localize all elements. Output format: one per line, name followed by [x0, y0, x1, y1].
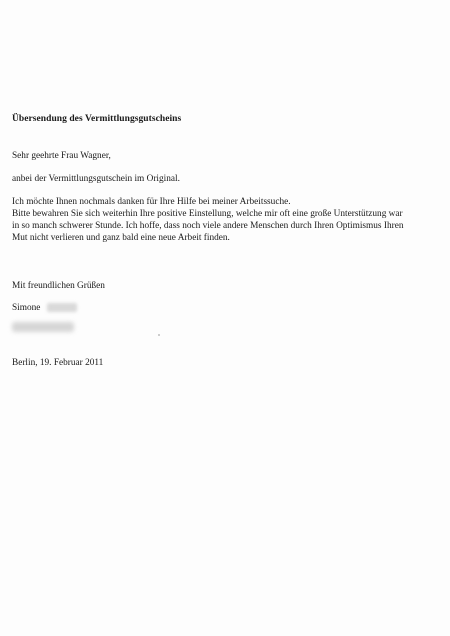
- letter-body-line: Mut nicht verlieren und ganz bald eine neue Arbeit finden.: [12, 233, 230, 243]
- scan-speck: [158, 334, 160, 336]
- redacted-surname: [47, 303, 77, 312]
- letter-place-date: Berlin, 19. Februar 2011: [12, 358, 104, 368]
- signer-first-name: Simone: [12, 303, 41, 313]
- letter-body-line: Bitte bewahren Sie sich weiterhin Ihre positive Einstellung, welche mir oft eine große Unterstützung war: [12, 209, 403, 219]
- letter-body-line: in so manch schwerer Stunde. Ich hoffe, dass noch viele andere Menschen durch Ihren Optimismus Ihren: [12, 221, 404, 231]
- letter-body-line: Ich möchte Ihnen nochmals danken für Ihre Hilfe bei meiner Arbeitssuche.: [12, 197, 291, 207]
- letter-salutation: Sehr geehrte Frau Wagner,: [12, 151, 111, 161]
- letter-closing: Mit freundlichen Grüßen: [12, 281, 105, 291]
- letter-signer: [12, 302, 77, 314]
- redacted-signature: [12, 322, 74, 332]
- letter-subject: Übersendung des Vermittlungsgutscheins: [12, 114, 182, 124]
- letter-body: [12, 196, 403, 244]
- letter-intro: anbei der Vermittlungsgutschein im Original.: [12, 174, 180, 184]
